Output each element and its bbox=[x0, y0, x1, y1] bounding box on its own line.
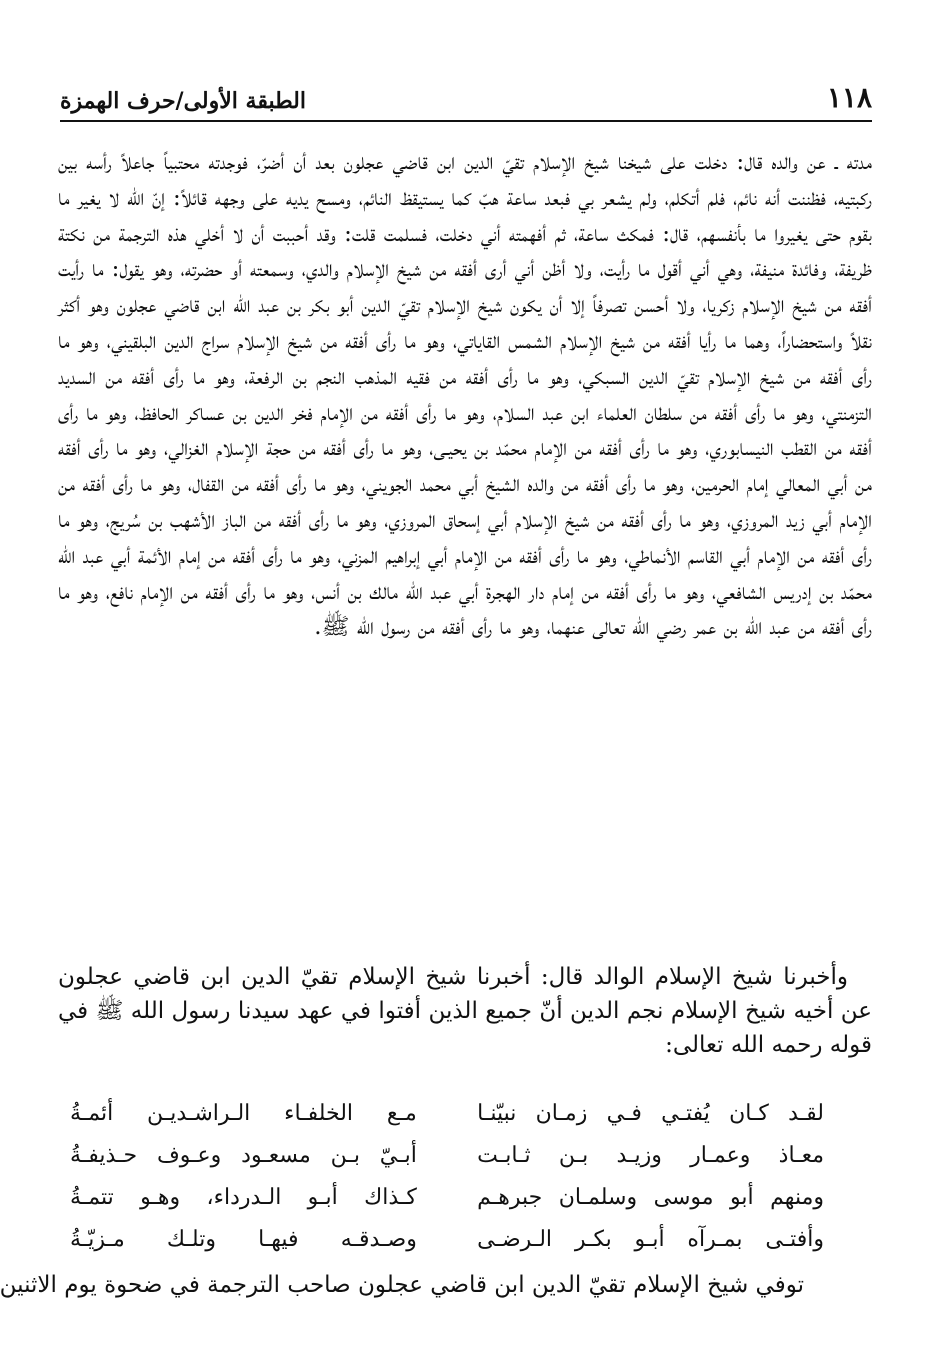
verse-second-half: كـذاك أبـو الـدرداء، وهـو تتمـةُ bbox=[70, 1184, 417, 1210]
verse-second-half: أبـيّ بـن مسعـود وعـوف حـذيفـةُ bbox=[70, 1142, 417, 1168]
running-title: الطبقة الأولى/حرف الهمزة bbox=[60, 88, 306, 114]
verse-second-half: مـع الخلفـاء الـراشـديـن أئمـةُ bbox=[70, 1100, 417, 1126]
verse-second-half: وصـدقـه فيهـا وتلـك مـزيّـةُ bbox=[70, 1226, 417, 1252]
poem-verse bbox=[70, 1092, 824, 1134]
page-header bbox=[60, 78, 872, 122]
page-number: ١١٨ bbox=[826, 81, 872, 114]
verse-first-half: لقـد كـان يُفتـي فـي زمـان نبيّنـا bbox=[477, 1100, 824, 1126]
poem-verse bbox=[70, 1176, 824, 1218]
closing-line: توفي شيخ الإسلام تقيّ الدين ابن قاضي عجلون صاحب الترجمة في ضحوة يوم الاثنين bbox=[0, 1272, 804, 1298]
poem-verse bbox=[70, 1218, 824, 1260]
main-paragraph: مدته ـ عن والده قال: دخلت على شيخنا شيخ الإسلام تقيّ الدين ابن قاضي عجلون بعد أن أضرّ، فوجدته محتبياً جاعلاً رأسه بين ركبتيه، فظننت أنه نائم، فلم أتكلم، ولم يشعر بي فبعد ساعة هبّ كما يستيقظ النائم، ومسح يديه على وجهه قائلاً: إنّ الله لا يغير ما بقوم حتى يغيروا ما بأنفسهم، قال: فمكث ساعة، ثم أفهمته أني دخلت، فسلمت قلت: وقد أحببت أن لا أخلي هذه الترجمة من نكتة ظريفة، وفائدة منيفة، وهي أني أقول ما رأيت، ولا أظن أني أرى أفقه من شيخ الإسلام والدي، وسمعته أو حضرته، وهو يقول: ما رأيت أفقه من شيخ الإسلام زكريا، ولا أحسن تصرفاً إلا أن يكون شيخ الإسلام تقيّ الدين أبو بكر بن عبد اللّٰه ابن قاضي عجلون وهو أكثر نقلاً واستحضاراً، وهما ما رأيا أفقه من شيخ الإسلام الشمس القاياتي، وهو ما رأى أفقه من شيخ الإسلام سراج الدين البلقيني، وهو ما رأى أفقه من شيخ الإسلام تقيّ الدين السبكي، وهو ما رأى أفقه من فقيه المذهب النجم بن الرفعة، وهو ما رأى أفقه من السديد التزمنتي، وهو ما رأى أفقه من سلطان العلماء ابن عبد السلام، وهو ما رأى أفقه من الإمام فخر الدين بن عساكر الحافظ، وهو ما رأى أفقه من القطب النيسابوري، وهو ما رأى أفقه من الإمام محمّد بن يحيـى، وهو ما رأى أفقه من حجة الإسلام الغزالي، وهو ما رأى أفقه من أبي المعالي إمام الحرمين، وهو ما رأى أفقه من والده الشيخ أبي محمد الجويني، وهو ما رأى أفقه من القفال، وهو ما رأى أفقه من الإمام أبي زيد المروزي، وهو ما رأى أفقه من شيخ الإسلام أبي إسحاق المروزي، وهو ما رأى أفقه من الباز الأشهب بن سُريج، وهو ما رأى أفقه من الإمام أبي القاسم الأنماطي، وهو ما رأى أفقه من الإمام أبي إبراهيم المزني، وهو ما رأى أفقه من إمام الأئمة أبي عبد اللّٰه محمّد بن إدريس الشافعي، وهو ما رأى أفقه من إمام دار الهجرة أبي عبد اللّٰه مالك بن أنس، وهو ما رأى أفقه من الإمام نافع، وهو ما رأى أفقه من عبد اللّٰه بن عمر رضي الله تعالى عنهما، وهو ما رأى أفقه من رسول الله ﷺ. bbox=[58, 149, 872, 641]
verse-first-half: معـاذ وعمـار وزيـد بـن ثـابـت bbox=[477, 1142, 824, 1168]
second-paragraph: وأخبرنا شيخ الإسلام الوالد قال: أخبرنا شيخ الإسلام تقيّ الدين ابن قاضي عجلون عن أخيه شيخ الإسلام نجم الدين أنّ جميع الذين أفتوا في عهد سيدنا رسول الله ﷺ في قوله رحمه الله تعالى: bbox=[58, 964, 872, 1058]
verse-first-half: ومنهم أبو موسى وسلمـان جبرهـم bbox=[477, 1184, 824, 1210]
poem-verse bbox=[70, 1134, 824, 1176]
poem bbox=[70, 1092, 824, 1260]
verse-first-half: وأفتـى بمـرآه أبـو بكـر الـرضـى bbox=[477, 1226, 824, 1252]
